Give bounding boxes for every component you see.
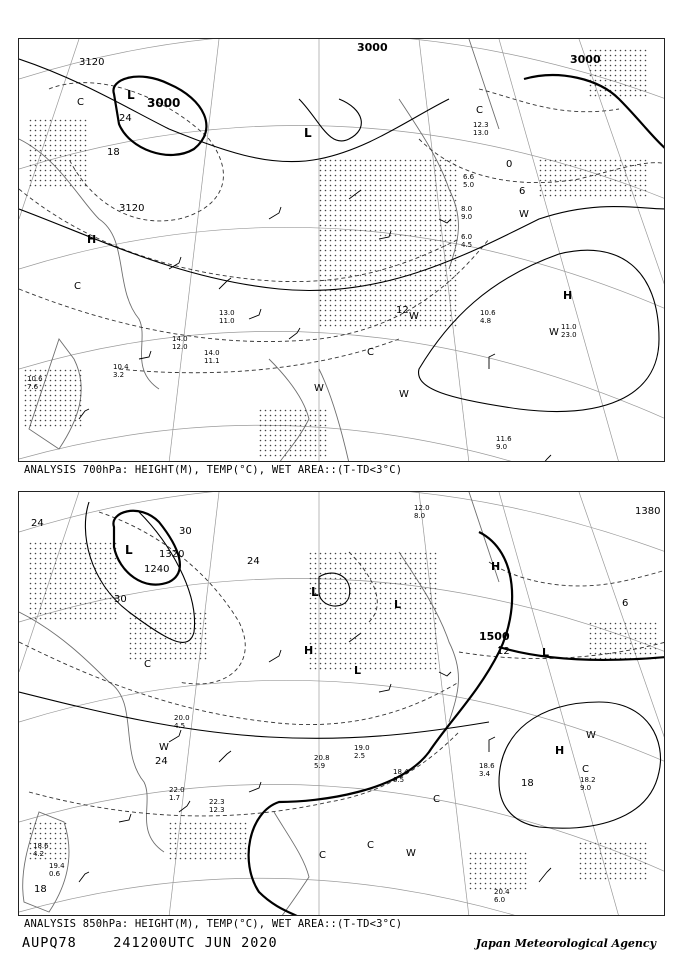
map-700hpa xyxy=(18,38,665,462)
low-center: L xyxy=(311,585,319,599)
station-temp: 19.4 xyxy=(49,862,65,870)
station-dewpoint-depression: 2.5 xyxy=(354,752,366,760)
station-temp: 18.6 xyxy=(33,842,49,850)
station-dewpoint-depression: 23.0 xyxy=(561,331,577,339)
station-dewpoint-depression: 9.0 xyxy=(496,443,508,451)
warm-label: W xyxy=(519,209,529,220)
station-dewpoint-depression: 4.8 xyxy=(480,317,492,325)
station-temp: 12.3 xyxy=(473,121,489,129)
height-label: 1320 xyxy=(159,549,185,560)
station-temp: 6.6 xyxy=(463,173,475,181)
cold-label: C xyxy=(433,794,440,805)
temp-label: 30 xyxy=(179,526,192,537)
station-temp: 10.6 xyxy=(27,375,43,383)
height-label: 3000 xyxy=(357,41,388,54)
high-center: H xyxy=(563,289,573,302)
station-dewpoint-depression: 12.3 xyxy=(209,806,225,814)
height-label: 3000 xyxy=(570,53,601,66)
station-temp: 8.0 xyxy=(461,205,473,213)
station-dewpoint-depression: 4.5 xyxy=(174,722,186,730)
station-dewpoint-depression: 13.0 xyxy=(473,129,489,137)
station-dewpoint-depression: 5.0 xyxy=(463,181,475,189)
warm-label: W xyxy=(159,742,169,753)
station-dewpoint-depression: 0.6 xyxy=(49,870,61,878)
map-700hpa-canvas xyxy=(19,39,665,462)
station-temp: 20.0 xyxy=(174,714,190,722)
station-dewpoint-depression: 9.0 xyxy=(461,213,473,221)
warm-label: W xyxy=(549,327,559,338)
map-850hpa-canvas xyxy=(19,492,665,916)
station-temp: 11.6 xyxy=(496,435,512,443)
station-temp: 14.0 xyxy=(204,349,220,357)
height-label: 3120 xyxy=(79,57,105,68)
station-temp: 12.0 xyxy=(414,504,430,512)
station-temp: 18.6 xyxy=(479,762,495,770)
low-center: L xyxy=(304,126,312,140)
map-850hpa xyxy=(18,491,665,916)
station-temp: 18.4 xyxy=(393,768,409,776)
panel-caption-700hpa: ANALYSIS 700hPa: HEIGHT(M), TEMP(°C), WET AREA::(T-TD<3°C) xyxy=(24,464,403,476)
agency-credit: Japan Meteorological Agency xyxy=(475,937,656,950)
warm-label: W xyxy=(406,848,416,859)
station-dewpoint-depression: 1.7 xyxy=(169,794,181,802)
low-center: L xyxy=(542,646,550,659)
low-center: L xyxy=(394,598,402,611)
station-dewpoint-depression: 11.1 xyxy=(204,357,220,365)
temp-label: 18 xyxy=(34,884,47,895)
temp-label: 30 xyxy=(114,594,127,605)
station-temp: 22.0 xyxy=(169,786,185,794)
station-temp: 10.6 xyxy=(480,309,496,317)
station-dewpoint-depression: 11.0 xyxy=(219,317,235,325)
cold-label: C xyxy=(476,105,483,116)
station-temp: 20.8 xyxy=(314,754,330,762)
height-label: 3000 xyxy=(147,96,181,110)
temp-label: 24 xyxy=(155,756,168,767)
station-dewpoint-depression: 9.0 xyxy=(580,784,592,792)
temp-label: 18 xyxy=(107,147,120,158)
station-dewpoint-depression: 4.5 xyxy=(461,241,473,249)
station-dewpoint-depression: 7.6 xyxy=(27,383,39,391)
cold-label: C xyxy=(77,97,84,108)
station-temp: 11.0 xyxy=(561,323,577,331)
station-dewpoint-depression: 3.4 xyxy=(479,770,491,778)
cold-label: C xyxy=(144,659,151,670)
station-dewpoint-depression: 3.2 xyxy=(113,371,125,379)
low-center: L xyxy=(127,88,135,102)
temp-label: 12 xyxy=(497,646,510,657)
temp-label: 6 xyxy=(519,186,526,197)
temp-label: 12 xyxy=(396,305,409,316)
station-dewpoint-depression: 6.0 xyxy=(494,896,506,904)
low-center: L xyxy=(354,664,362,677)
station-temp: 13.0 xyxy=(219,309,235,317)
chart-id: AUPQ78 xyxy=(22,935,77,951)
valid-time: 241200UTC JUN 2020 xyxy=(113,935,278,951)
temp-label: 6 xyxy=(622,598,629,609)
station-dewpoint-depression: 4.2 xyxy=(33,850,45,858)
station-temp: 6.0 xyxy=(461,233,473,241)
station-dewpoint-depression: 5.9 xyxy=(314,762,326,770)
temp-label: 24 xyxy=(119,113,132,124)
station-temp: 14.0 xyxy=(172,335,188,343)
height-contours-bold xyxy=(113,75,665,155)
cold-label: C xyxy=(367,347,374,358)
cold-label: C xyxy=(367,840,374,851)
height-label: 1500 xyxy=(479,630,510,643)
warm-label: W xyxy=(409,311,419,322)
warm-label: W xyxy=(314,383,324,394)
station-temp: 10.4 xyxy=(113,363,129,371)
station-temp: 19.0 xyxy=(354,744,370,752)
station-temp: 22.3 xyxy=(209,798,225,806)
station-dewpoint-depression: 12.0 xyxy=(172,343,188,351)
low-center: L xyxy=(125,543,133,557)
warm-label: W xyxy=(399,389,409,400)
high-center: H xyxy=(555,744,565,757)
chart-footer xyxy=(22,935,278,951)
cold-label: C xyxy=(319,850,326,861)
high-center: H xyxy=(87,233,97,246)
station-dewpoint-depression: 0.5 xyxy=(393,776,405,784)
height-label: 1240 xyxy=(144,564,170,575)
height-label: 1380 xyxy=(635,506,661,517)
temp-label: 24 xyxy=(31,518,44,529)
height-label: 3120 xyxy=(119,203,145,214)
station-temp: 18.2 xyxy=(580,776,596,784)
high-center: H xyxy=(491,560,501,573)
station-temp: 20.4 xyxy=(494,888,510,896)
temp-label: 18 xyxy=(521,778,534,789)
temp-label: 24 xyxy=(247,556,260,567)
panel-caption-850hpa: ANALYSIS 850hPa: HEIGHT(M), TEMP(°C), WET AREA::(T-TD<3°C) xyxy=(24,918,403,930)
cold-label: C xyxy=(582,764,589,775)
cold-label: C xyxy=(74,281,81,292)
high-center: H xyxy=(304,644,314,657)
temp-label: 0 xyxy=(506,159,513,170)
warm-label: W xyxy=(586,730,596,741)
station-dewpoint-depression: 8.0 xyxy=(414,512,426,520)
